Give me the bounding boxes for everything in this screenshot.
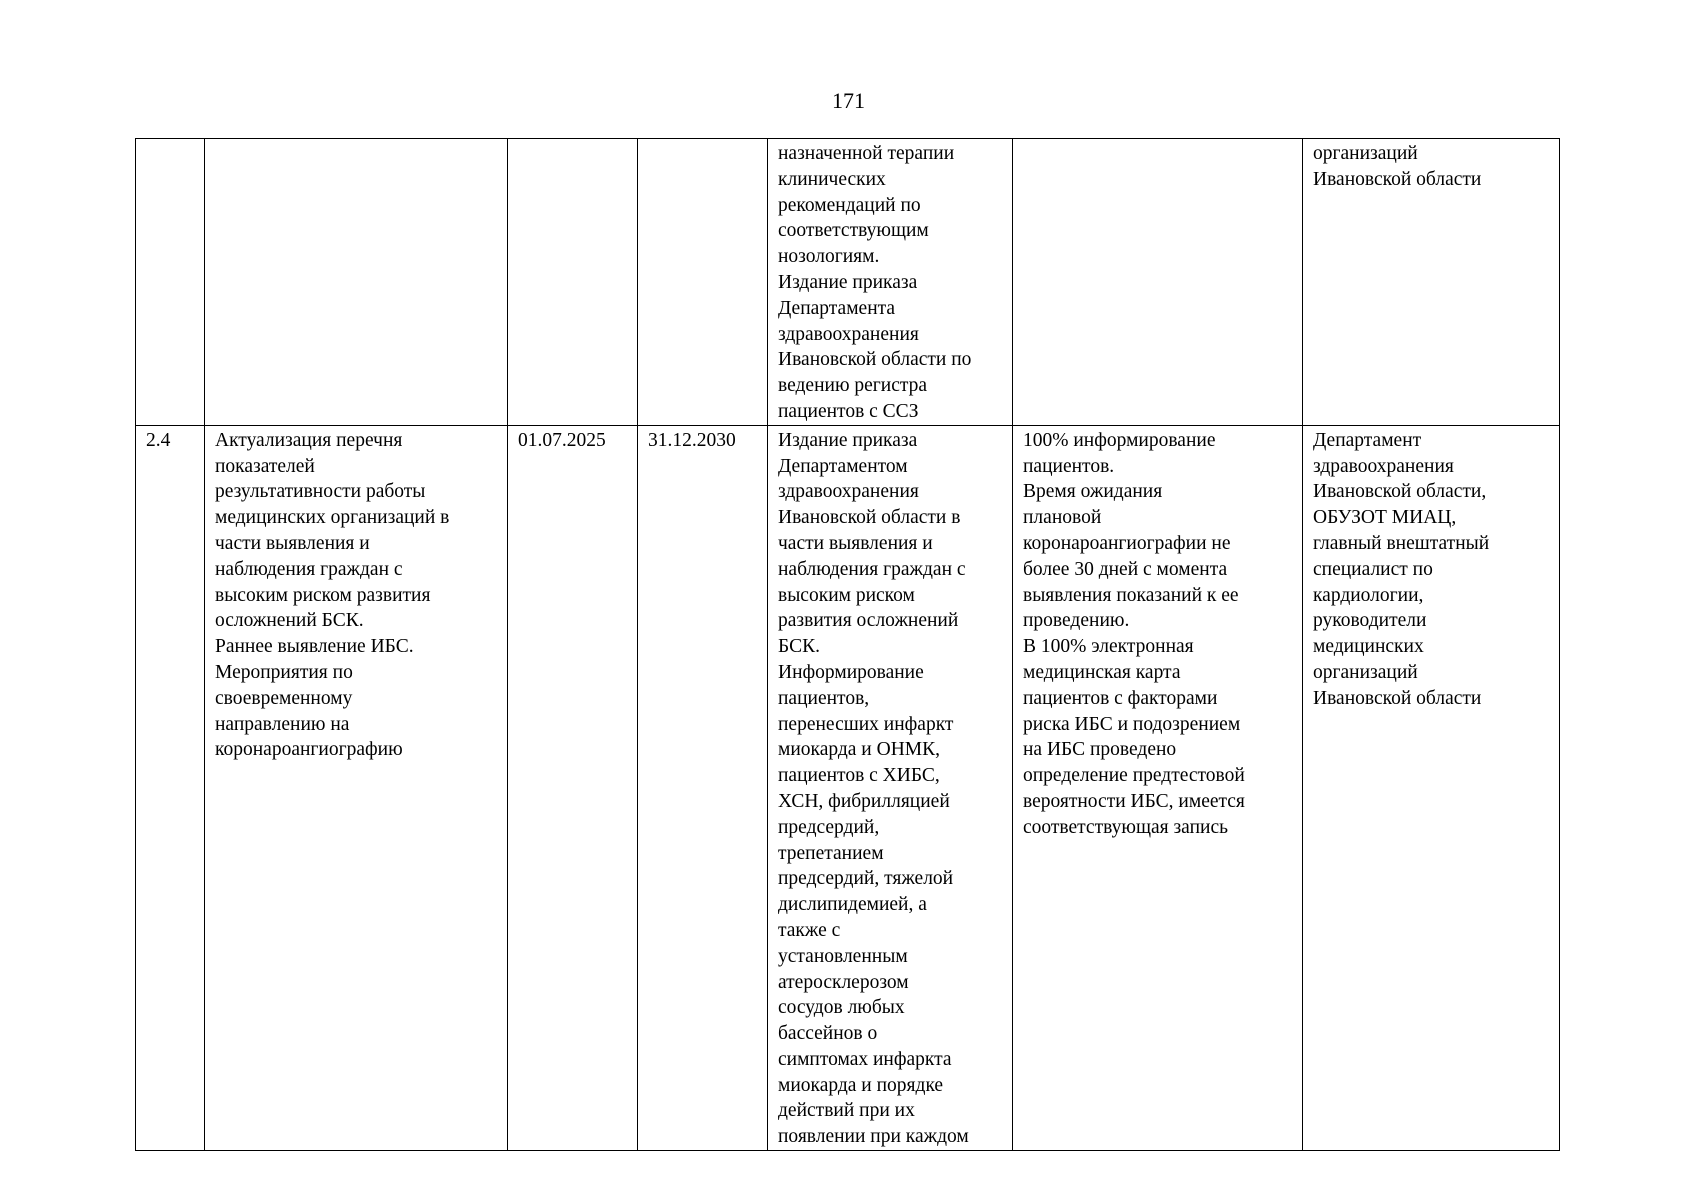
page-number: 171 [832,88,865,113]
cell-line: пациентов, [778,687,870,709]
cell-line: осложнений БСК. [215,610,364,632]
cell-line: 100% информирование [1023,429,1216,451]
cell-line: Раннее выявление ИБС. [215,636,414,658]
cell-line: Ивановской области [1313,687,1482,709]
cell-line: более 30 дней с момента [1023,558,1228,580]
cell-line: дислипидемией, а [778,894,927,916]
cell-line: организаций [1313,661,1418,683]
cell-line: пациентов. [1023,455,1115,477]
cell-line: Мероприятия по [215,661,353,683]
cell-line: пациентов с ХИБС, [778,765,940,787]
cell-line: симптомах инфаркта [778,1048,952,1070]
cell-line: специалист по [1313,558,1433,580]
cell-line: вероятности ИБС, имеется [1023,790,1245,812]
cell-line: плановой [1023,507,1102,529]
cell-line: Департамента [778,297,896,319]
cell-line: действий при их [778,1100,915,1122]
cell-line: Издание приказа [778,271,918,293]
cell-line: перенесших инфаркт [778,713,954,735]
cell-line: здравоохранения [778,323,919,345]
cell-line: наблюдения граждан с [778,558,966,580]
cell-end-date [638,139,768,426]
cell-line: соответствующая запись [1023,816,1228,838]
cell-end-date: 31.12.2030 [638,425,768,1150]
cell-line: части выявления и [215,532,370,554]
cell-line: нозологиям. [778,246,880,268]
cell-line: здравоохранения [778,481,919,503]
cell-measure [205,139,508,426]
cell-line: миокарда и порядке [778,1074,944,1096]
cell-line: выявления показаний к ее [1023,584,1239,606]
cell-line: медицинских [1313,636,1424,658]
cell-line: риска ИБС и подозрением [1023,713,1241,735]
cell-line: Департамент [1313,429,1422,451]
cell-line: бассейнов о [778,1023,878,1045]
cell-line: соответствующим [778,220,929,242]
cell-line: БСК. [778,636,820,658]
cell-line: предсердий, [778,816,880,838]
cell-line: Ивановской области [1313,168,1482,190]
cell-line: Ивановской области, [1313,481,1487,503]
cell-line: атеросклерозом [778,971,909,993]
cell-line: Ивановской области в [778,507,961,529]
cell-line: руководители [1313,610,1427,632]
cell-line: Время ожидания [1023,481,1163,503]
cell-line: Департаментом [778,455,908,477]
cell-line: предсердий, тяжелой [778,868,954,890]
cell-line: Информирование [778,661,924,683]
cell-line: также с [778,919,841,941]
cell-line: результативности работы [215,481,426,503]
cell-line: коронароангиографии не [1023,532,1231,554]
cell-line: медицинских организаций в [215,507,450,529]
cell-line: своевременному [215,687,353,709]
cell-result [768,425,1013,1150]
cell-line: на ИБС проведено [1023,739,1177,761]
cell-line: Издание приказа [778,429,918,451]
cell-num: 2.4 [136,425,205,1150]
cell-line: определение предтестовой [1023,765,1245,787]
cell-line: проведению. [1023,610,1130,632]
cell-line: направлению на [215,713,350,735]
cell-line: клинических [778,168,886,190]
cell-line: здравоохранения [1313,455,1454,477]
cell-measure [205,425,508,1150]
cell-line: кардиологии, [1313,584,1424,606]
cell-line: ОБУЗОТ МИАЦ, [1313,507,1457,529]
cell-line: рекомендаций по [778,194,921,216]
cell-line: наблюдения граждан с [215,558,403,580]
cell-line: пациентов с факторами [1023,687,1218,709]
cell-line: высоким риском развития [215,584,431,606]
cell-line: части выявления и [778,532,933,554]
cell-line: ведению регистра [778,375,928,397]
cell-line: пациентов с ССЗ [778,400,919,422]
cell-start-date: 01.07.2025 [508,425,638,1150]
cell-line: Ивановской области по [778,349,972,371]
cell-line: развития осложнений [778,610,959,632]
cell-indicator [1013,139,1303,426]
cell-line: сосудов любых [778,997,905,1019]
cell-result [768,139,1013,426]
plan-table [135,138,1560,1151]
cell-line: медицинская карта [1023,661,1181,683]
cell-line: коронароангиографию [215,739,403,761]
cell-line: организаций [1313,143,1418,164]
cell-line: показателей [215,455,315,477]
cell-line: высоким риском [778,584,915,606]
cell-indicator [1013,425,1303,1150]
cell-line: Актуализация перечня [215,429,403,451]
table-row-2-4 [136,425,1560,1150]
cell-line: трепетанием [778,842,884,864]
table-row-continued [136,139,1560,426]
cell-start-date [508,139,638,426]
cell-line: назначенной терапии [778,143,955,164]
cell-line: В 100% электронная [1023,636,1194,658]
cell-line: главный внештатный [1313,532,1490,554]
cell-responsible [1303,425,1560,1150]
cell-line: ХСН, фибрилляцией [778,790,950,812]
cell-responsible [1303,139,1560,426]
cell-line: появлении при каждом [778,1126,969,1148]
cell-line: установленным [778,945,908,967]
cell-num [136,139,205,426]
cell-line: миокарда и ОНМК, [778,739,940,761]
